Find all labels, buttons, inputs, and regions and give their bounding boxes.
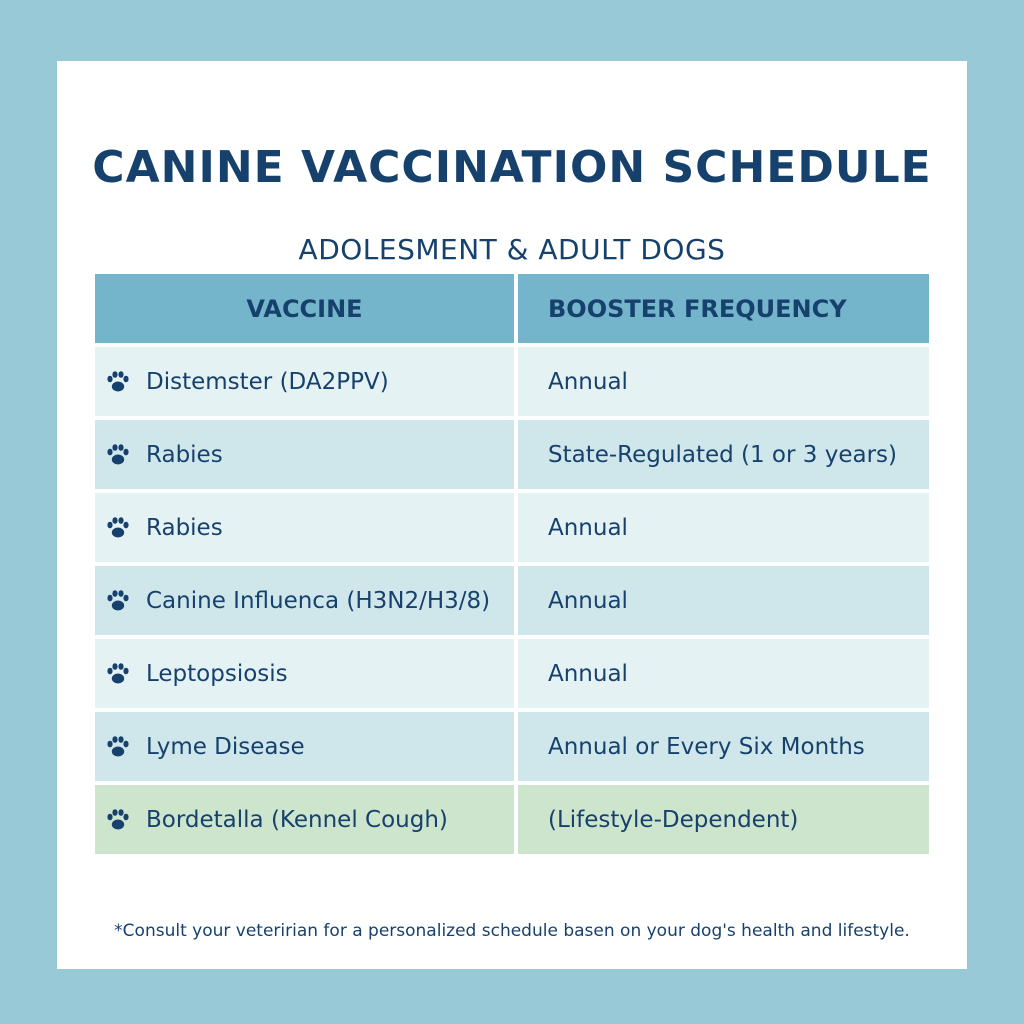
column-header-booster-frequency: BOOSTER FREQUENCY (518, 274, 929, 343)
page-title: CANINE VACCINATION SCHEDULE (92, 142, 932, 193)
paw-icon (105, 515, 131, 541)
table-row (95, 493, 929, 562)
vaccine-name: Rabies (146, 514, 223, 541)
vaccine-cell (95, 712, 514, 781)
paw-icon (105, 369, 131, 395)
frequency-cell: State-Regulated (1 or 3 years) (518, 420, 929, 489)
vaccine-name: Canine Influenca (H3N2/H3/8) (146, 587, 491, 614)
vaccine-cell (95, 420, 514, 489)
vaccine-name: Leptopsiosis (146, 660, 288, 687)
vaccine-cell (95, 347, 514, 416)
frequency-cell: Annual (518, 347, 929, 416)
table-header-row (95, 274, 929, 343)
paw-icon (105, 807, 131, 833)
paw-icon (105, 588, 131, 614)
vaccine-cell (95, 785, 514, 854)
vaccine-name: Distemster (DA2PPV) (146, 368, 389, 395)
footnote: *Consult your veteririan for a personalized schedule basen on your dog's health and lifestyle. (114, 921, 910, 941)
paw-icon (105, 661, 131, 687)
column-header-vaccine: VACCINE (95, 274, 514, 343)
vaccine-cell (95, 566, 514, 635)
paw-icon (105, 442, 131, 468)
table-row (95, 420, 929, 489)
frequency-cell: (Lifestyle-Dependent) (518, 785, 929, 854)
vaccination-table (95, 274, 929, 858)
table-row (95, 347, 929, 416)
table-row (95, 712, 929, 781)
page-subtitle: ADOLESMENT & ADULT DOGS (298, 233, 726, 266)
table-row (95, 639, 929, 708)
vaccine-cell (95, 639, 514, 708)
vaccine-name: Lyme Disease (146, 733, 305, 760)
frequency-cell: Annual (518, 493, 929, 562)
vaccine-name: Rabies (146, 441, 223, 468)
table-row (95, 785, 929, 854)
paw-icon (105, 734, 131, 760)
frequency-cell: Annual (518, 639, 929, 708)
vaccine-name: Bordetalla (Kennel Cough) (146, 806, 448, 833)
frequency-cell: Annual or Every Six Months (518, 712, 929, 781)
frequency-cell: Annual (518, 566, 929, 635)
table-row (95, 566, 929, 635)
vaccine-cell (95, 493, 514, 562)
